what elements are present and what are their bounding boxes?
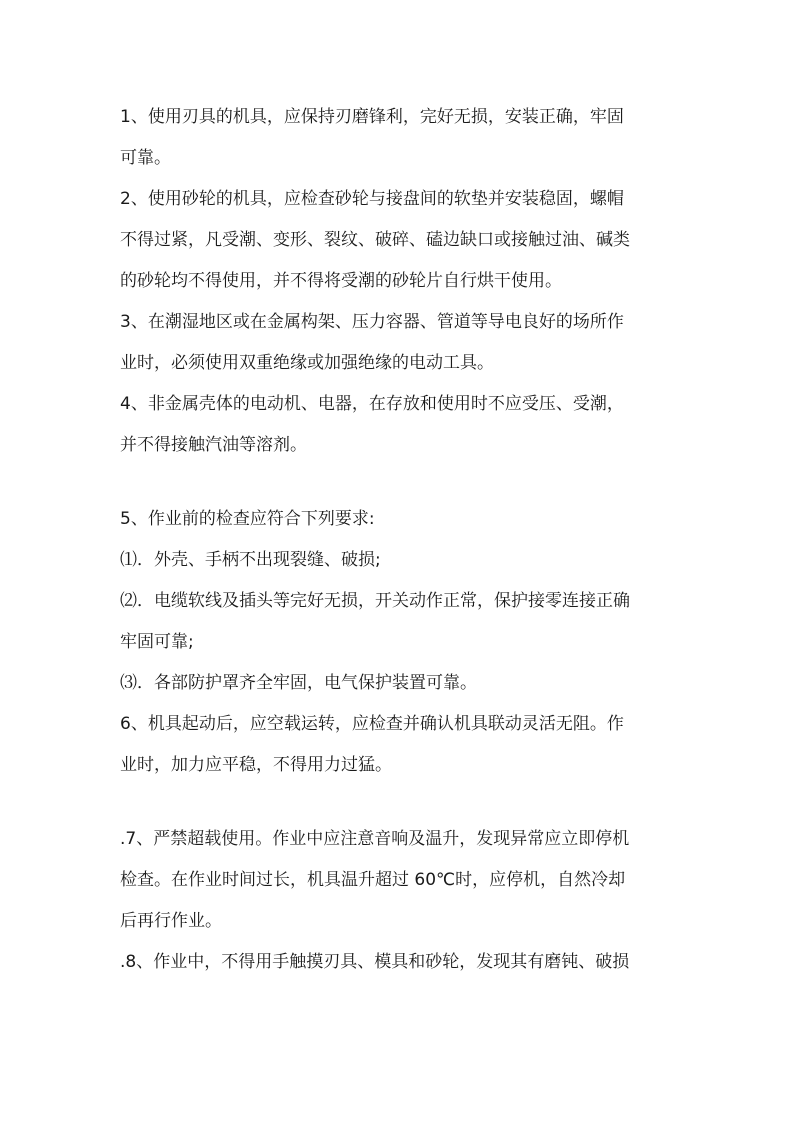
paragraph-line: ⑴．外壳、手柄不出现裂缝、破损; — [120, 550, 381, 570]
paragraph-line: 检查。在作业时间过长，机具温升超过 60℃时，应停机，自然冷却 — [120, 870, 626, 890]
paragraph-line: 6、机具起动后，应空载运转，应检查并确认机具联动灵活无阻。作 — [120, 714, 624, 734]
paragraph-line: 业时，加力应平稳，不得用力过猛。 — [120, 755, 392, 775]
paragraph-line: 不得过紧，凡受潮、变形、裂纹、破碎、磕边缺口或接触过油、碱类 — [120, 230, 630, 250]
paragraph-2 — [120, 179, 680, 302]
document-body — [120, 97, 680, 983]
paragraph-line: .7、严禁超载使用。作业中应注意音响及温升，发现异常应立即停机 — [120, 829, 630, 849]
paragraph-1 — [120, 97, 680, 179]
paragraph-line: ⑵．电缆软线及插头等完好无损，开关动作正常，保护接零连接正确 — [120, 591, 630, 611]
paragraph-3 — [120, 302, 680, 384]
blank-line — [120, 466, 680, 499]
paragraph-line: 的砂轮均不得使用，并不得将受潮的砂轮片自行烘干使用。 — [120, 271, 562, 291]
paragraph-line: 后再行作业。 — [120, 911, 222, 931]
paragraph-line: .8、作业中，不得用手触摸刃具、模具和砂轮，发现其有磨钝、破损 — [120, 952, 630, 972]
paragraph-line: 1、使用刃具的机具，应保持刃磨锋利，完好无损，安装正确，牢固 — [120, 107, 624, 127]
paragraph-line: 并不得接触汽油等溶剂。 — [120, 435, 307, 455]
sub-item-1 — [120, 540, 680, 581]
paragraph-line: 4、非金属壳体的电动机、电器，在存放和使用时不应受压、受潮， — [120, 394, 624, 414]
paragraph-5 — [120, 499, 680, 540]
blank-line — [120, 786, 680, 819]
paragraph-line: ⑶．各部防护罩齐全牢固，电气保护装置可靠。 — [120, 673, 477, 693]
paragraph-line: 5、作业前的检查应符合下列要求: — [120, 509, 375, 529]
paragraph-6 — [120, 704, 680, 786]
paragraph-7 — [120, 819, 680, 942]
paragraph-8 — [120, 942, 680, 983]
sub-item-3 — [120, 663, 680, 704]
sub-item-2 — [120, 581, 680, 663]
paragraph-line: 可靠。 — [120, 148, 171, 168]
paragraph-line: 3、在潮湿地区或在金属构架、压力容器、管道等导电良好的场所作 — [120, 312, 624, 332]
paragraph-line: 业时，必须使用双重绝缘或加强绝缘的电动工具。 — [120, 353, 494, 373]
paragraph-4 — [120, 384, 680, 466]
paragraph-line: 2、使用砂轮的机具，应检查砂轮与接盘间的软垫并安装稳固，螺帽 — [120, 189, 624, 209]
paragraph-line: 牢固可靠; — [120, 632, 194, 652]
